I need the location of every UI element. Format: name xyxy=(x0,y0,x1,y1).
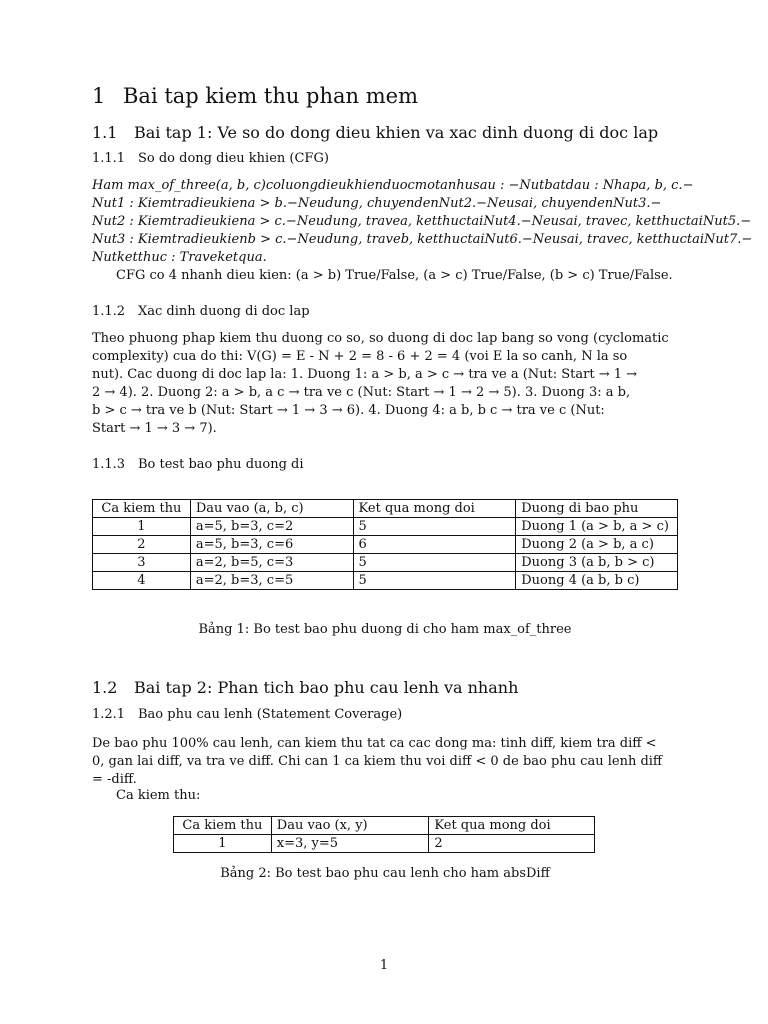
table-header-row xyxy=(93,500,678,518)
table-1-caption: Bảng 1: Bo test bao phu duong di cho ham max_of_three xyxy=(198,622,572,637)
table-cell: 1 xyxy=(93,518,191,536)
table-cell: Duong 3 (a b, b > c) xyxy=(516,554,678,572)
test-cases-lead: Ca kiem thu: xyxy=(116,788,201,803)
table-cell: Duong 4 (a b, b c) xyxy=(516,572,678,590)
subsection-heading-1-1 xyxy=(92,123,658,142)
table-row xyxy=(93,518,678,536)
cfg-description xyxy=(92,177,768,267)
table-cell: 6 xyxy=(353,536,516,554)
table-cell: Duong 2 (a > b, a c) xyxy=(516,536,678,554)
subsubsection-number: 1.2.1 xyxy=(92,707,126,722)
table-2-caption: Bảng 2: Bo test bao phu cau lenh cho ham absDiff xyxy=(220,866,550,881)
cfg-line: Ham max_of_three(a, b, c)coluongdieukhienduocmotanhusau : −Nutbatdau : Nhapa, b, c.− xyxy=(92,178,694,193)
paragraph-line: = -diff. xyxy=(92,772,137,787)
table-cell: 2 xyxy=(93,536,191,554)
table-cell: 5 xyxy=(353,518,516,536)
cfg-line: Nutketthuc : Traveketqua. xyxy=(92,250,267,265)
cfg-summary: CFG co 4 nhanh dieu kien: (a > b) True/False, (a > c) True/False, (b > c) True/False. xyxy=(116,268,673,283)
table-cell: a=2, b=3, c=5 xyxy=(190,572,353,590)
paragraph-line: b > c → tra ve b (Nut: Start → 1 → 3 → 6). 4. Duong 4: a b, b c → tra ve c (Nut: xyxy=(92,403,605,418)
table-header-cell: Dau vao (x, y) xyxy=(271,817,429,835)
table-cell: 2 xyxy=(429,835,595,853)
cfg-line: Nut3 : Kiemtradieukienb > c.−Neudung, traveb, ketthuctaiNut6.−Neusai, travec, ketthuctaiNut7.− xyxy=(92,232,753,247)
subsubsection-number: 1.1.1 xyxy=(92,151,126,166)
subsubsection-title: Bo test bao phu duong di xyxy=(138,457,304,472)
statement-coverage-table xyxy=(173,816,595,853)
cfg-line: Nut1 : Kiemtradieukiena > b.−Neudung, chuyendenNut2.−Neusai, chuyendenNut3.− xyxy=(92,196,662,211)
table-cell: 1 xyxy=(174,835,272,853)
section-heading-1 xyxy=(92,84,418,108)
table-cell: 5 xyxy=(353,554,516,572)
paragraph-line: complexity) cua do thi: V(G) = E - N + 2 = 8 - 6 + 2 = 4 (voi E la so canh, N la so xyxy=(92,349,628,364)
subsubsection-heading-1-1-2 xyxy=(92,304,310,319)
table-row xyxy=(93,536,678,554)
subsection-number: 1.1 xyxy=(92,123,118,142)
table-row xyxy=(93,554,678,572)
subsubsection-number: 1.1.3 xyxy=(92,457,126,472)
table-cell: a=5, b=3, c=6 xyxy=(190,536,353,554)
subsubsection-heading-1-2-1 xyxy=(92,707,402,722)
table-cell: a=2, b=5, c=3 xyxy=(190,554,353,572)
table-row xyxy=(93,572,678,590)
section-number: 1 xyxy=(92,84,106,108)
table-header-cell: Ket qua mong doi xyxy=(353,500,516,518)
cfg-line: Nut2 : Kiemtradieukiena > c.−Neudung, travea, ketthuctaiNut4.−Neusai, travec, ketthuctaiNut5.− xyxy=(92,214,752,229)
paragraph-line: nut). Cac duong di doc lap la: 1. Duong 1: a > b, a > c → tra ve a (Nut: Start → 1 → xyxy=(92,367,638,382)
subsubsection-title: Bao phu cau lenh (Statement Coverage) xyxy=(138,707,403,722)
page-number: 1 xyxy=(379,958,389,973)
table-header-row xyxy=(174,817,595,835)
table-header-cell: Ca kiem thu xyxy=(93,500,191,518)
subsubsection-number: 1.1.2 xyxy=(92,304,126,319)
table-row xyxy=(174,835,595,853)
table-header-cell: Ca kiem thu xyxy=(174,817,272,835)
paragraph-line: Theo phuong phap kiem thu duong co so, so duong di doc lap bang so vong (cyclomatic xyxy=(92,331,669,346)
subsubsection-title: So do dong dieu khien (CFG) xyxy=(138,151,329,166)
table-header-cell: Dau vao (a, b, c) xyxy=(190,500,353,518)
table-cell: 3 xyxy=(93,554,191,572)
table-cell: Duong 1 (a > b, a > c) xyxy=(516,518,678,536)
section-title: Bai tap kiem thu phan mem xyxy=(123,84,418,108)
subsection-title: Bai tap 2: Phan tich bao phu cau lenh va nhanh xyxy=(134,678,519,697)
subsubsection-heading-1-1-1 xyxy=(92,151,329,166)
subsubsection-heading-1-1-3 xyxy=(92,457,304,472)
table-cell: a=5, b=3, c=2 xyxy=(190,518,353,536)
table-cell: x=3, y=5 xyxy=(271,835,429,853)
table-cell: 4 xyxy=(93,572,191,590)
subsection-title: Bai tap 1: Ve so do dong dieu khien va xac dinh duong di doc lap xyxy=(134,123,659,142)
paragraph-line: De bao phu 100% cau lenh, can kiem thu tat ca cac dong ma: tinh diff, kiem tra diff < xyxy=(92,736,657,751)
subsection-number: 1.2 xyxy=(92,678,118,697)
paragraph-line: 0, gan lai diff, va tra ve diff. Chi can 1 ca kiem thu voi diff < 0 de bao phu cau lenh diff xyxy=(92,754,663,769)
subsubsection-title: Xac dinh duong di doc lap xyxy=(138,304,310,319)
statement-coverage-paragraph xyxy=(92,735,692,789)
subsection-heading-1-2 xyxy=(92,678,518,697)
paragraph-line: 2 → 4). 2. Duong 2: a > b, a c → tra ve c (Nut: Start → 1 → 2 → 5). 3. Duong 3: a b, xyxy=(92,385,631,400)
paragraph-line: Start → 1 → 3 → 7). xyxy=(92,421,217,436)
path-coverage-table xyxy=(92,499,678,590)
table-header-cell: Duong di bao phu xyxy=(516,500,678,518)
table-header-cell: Ket qua mong doi xyxy=(429,817,595,835)
independent-paths-paragraph xyxy=(92,330,692,438)
table-cell: 5 xyxy=(353,572,516,590)
